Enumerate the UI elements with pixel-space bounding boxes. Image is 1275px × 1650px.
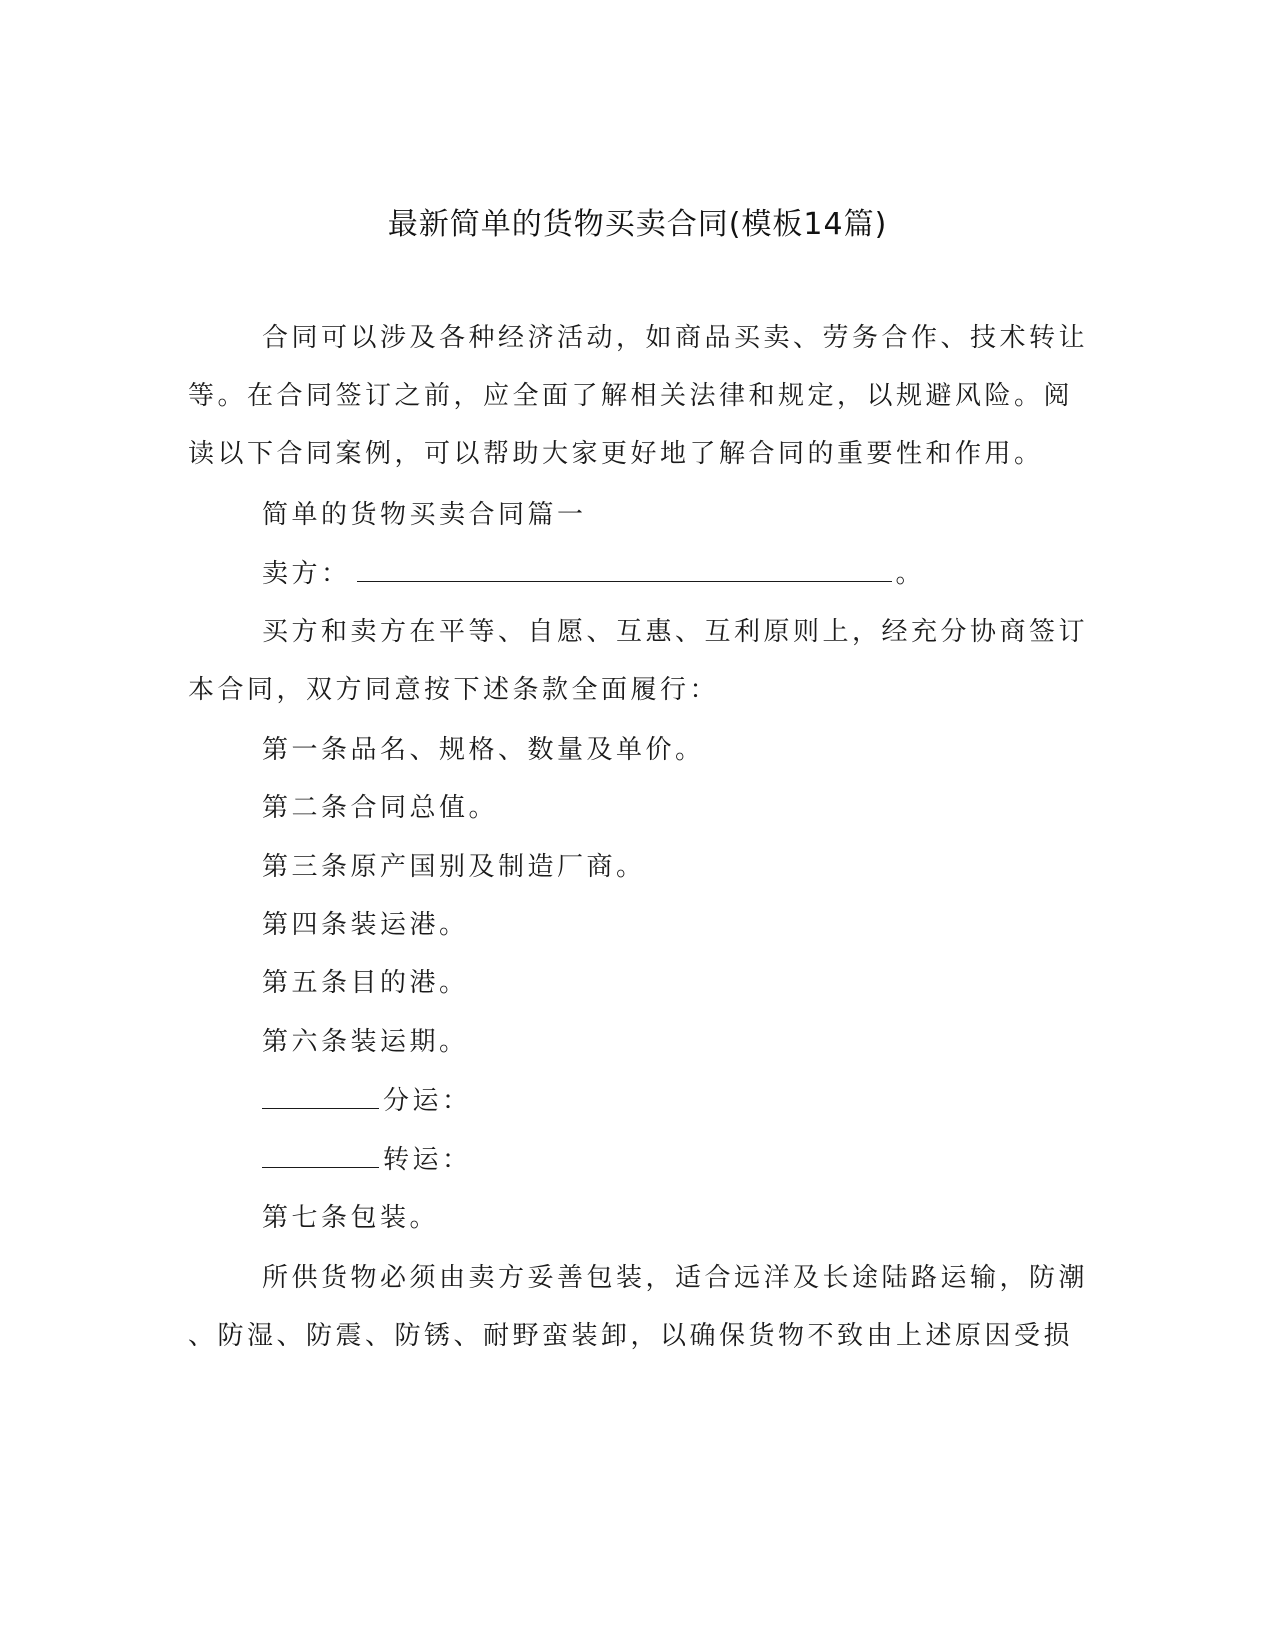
transshipment-blank-field[interactable] (262, 1143, 379, 1168)
packing-line-1: 所供货物必须由卖方妥善包装，适合远洋及长途陆路运输，防潮 (262, 1263, 1089, 1293)
partial-shipment-label: 分运： (383, 1086, 472, 1116)
transshipment-label: 转运： (383, 1145, 472, 1175)
seller-end-mark: 。 (895, 559, 926, 589)
seller-label: 卖方： (262, 559, 351, 589)
packing-line-2: 、防湿、防震、防锈、耐野蛮装卸，以确保货物不致由上述原因受损 (188, 1321, 1074, 1351)
article-5: 第五条目的港。 (262, 968, 469, 998)
seller-blank-field[interactable] (357, 557, 892, 582)
transshipment-line (262, 1142, 472, 1178)
article-4: 第四条装运港。 (262, 910, 469, 940)
intro-line-1: 合同可以涉及各种经济活动，如商品买卖、劳务合作、技术转让 (262, 323, 1089, 353)
article-2: 第二条合同总值。 (262, 793, 499, 823)
article-3: 第三条原产国别及制造厂商。 (262, 852, 646, 882)
partial-shipment-line (262, 1083, 472, 1119)
article-7: 第七条包装。 (262, 1203, 440, 1233)
agreement-line-2: 本合同，双方同意按下述条款全面履行： (188, 675, 720, 705)
agreement-line-1: 买方和卖方在平等、自愿、互惠、互利原则上，经充分协商签订 (262, 617, 1089, 647)
intro-line-3: 读以下合同案例，可以帮助大家更好地了解合同的重要性和作用。 (188, 439, 1044, 469)
document-title: 最新简单的货物买卖合同(模板14篇) (387, 207, 888, 242)
article-6: 第六条装运期。 (262, 1027, 469, 1057)
article-1: 第一条品名、规格、数量及单价。 (262, 735, 705, 765)
section-heading: 简单的货物买卖合同篇一 (262, 500, 587, 530)
intro-line-2: 等。在合同签订之前，应全面了解相关法律和规定，以规避风险。阅 (188, 381, 1074, 411)
seller-line (262, 556, 925, 592)
partial-shipment-blank-field[interactable] (262, 1084, 379, 1109)
